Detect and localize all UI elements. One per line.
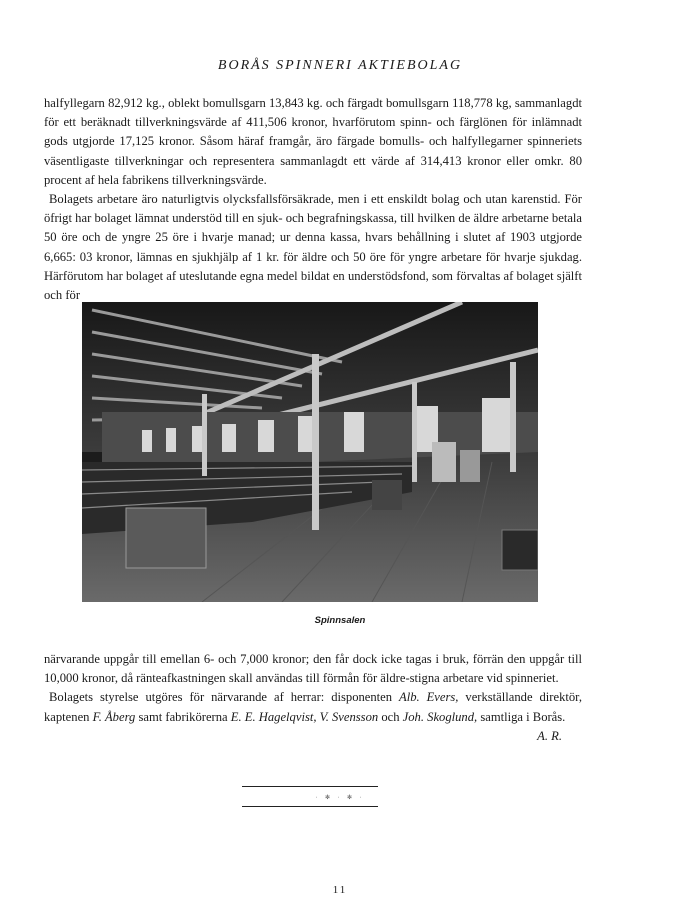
text-block-bottom [44, 650, 582, 746]
author-signature: A. R. [537, 728, 562, 743]
text-block-top [44, 94, 582, 305]
paragraph: närvarande uppgår till emellan 6- och 7,000 kronor; den får dock icke tagas i bruk, förrän den uppgår till 10,000 kronor, då ränteafkastningen skall användas till förmån för äldre-stigna arbetare vid spinneriet. [44, 652, 582, 686]
running-header: BORÅS SPINNERI AKTIEBOLAG [217, 58, 463, 73]
paragraph: Bolagets arbetare äro naturligtvis olycksfallsförsäkrade, men i ett enskildt bolag och utan karenstid. För öfrigt har bolaget lämnat understöd till en sjuk- och begrafningskassa, till hvilken de äldre arbetarne betala 50 öre och de yngre 25 öre i hvarje manad; ur denna kassa, hvars behållning i slutet af 1903 utgjorde 6,665: 03 kronor, lämnas en sjukhjälp af 1 kr. för äldre och 50 öre för yngre arbetare för hvarje sjukdag. Härförutom har bolaget af uteslutande egna medel bildat en understödsfond, som förvaltas af bolaget själft och för [44, 192, 582, 303]
factory-interior-illustration [82, 302, 538, 602]
person-name: Joh. Skoglund, [402, 709, 478, 724]
person-name: F. Åberg [92, 709, 136, 724]
paragraph: halfyllegarn 82,912 kg., oblekt bomullsgarn 13,843 kg. och färgadt bomullsgarn 118,778 kg, sammanlagdt för ett beräknadt tillverkningsvärde af 411,506 kronor, hvarförutom spinn- och färglönen för inlämnadt gods utgjorde 17,125 kronor. Såsom häraf framgår, äro färgade bomulls- och halfyllegarner spinneriets väsentligaste tillverkningar och representera sammanlagdt ett värde af 314,413 kronor eller omkr. 80 procent af hela fabrikens tillverkningsvärde. [44, 96, 582, 187]
paragraph-board: Bolagets styrelse utgöres för närvarande af herrar: disponenten Alb. Evers, verkställande direktör, kaptenen F. Åberg samt fabrikörerna E. E. Hagelqvist, V. Svensson och Joh. Skoglund, samtliga i Borås. A. R. [44, 688, 582, 726]
photo-caption: Spinnsalen [314, 615, 366, 626]
photo-spinning-hall [82, 302, 538, 602]
page-number: 11 [332, 884, 348, 896]
divider-rule [242, 806, 378, 807]
person-name: E. E. Hagelqvist, V. Svensson [230, 709, 379, 724]
ornament: · ✻ · ✻ · [315, 795, 365, 801]
divider-rule [242, 786, 378, 787]
person-name: Alb. Evers, [399, 690, 459, 705]
